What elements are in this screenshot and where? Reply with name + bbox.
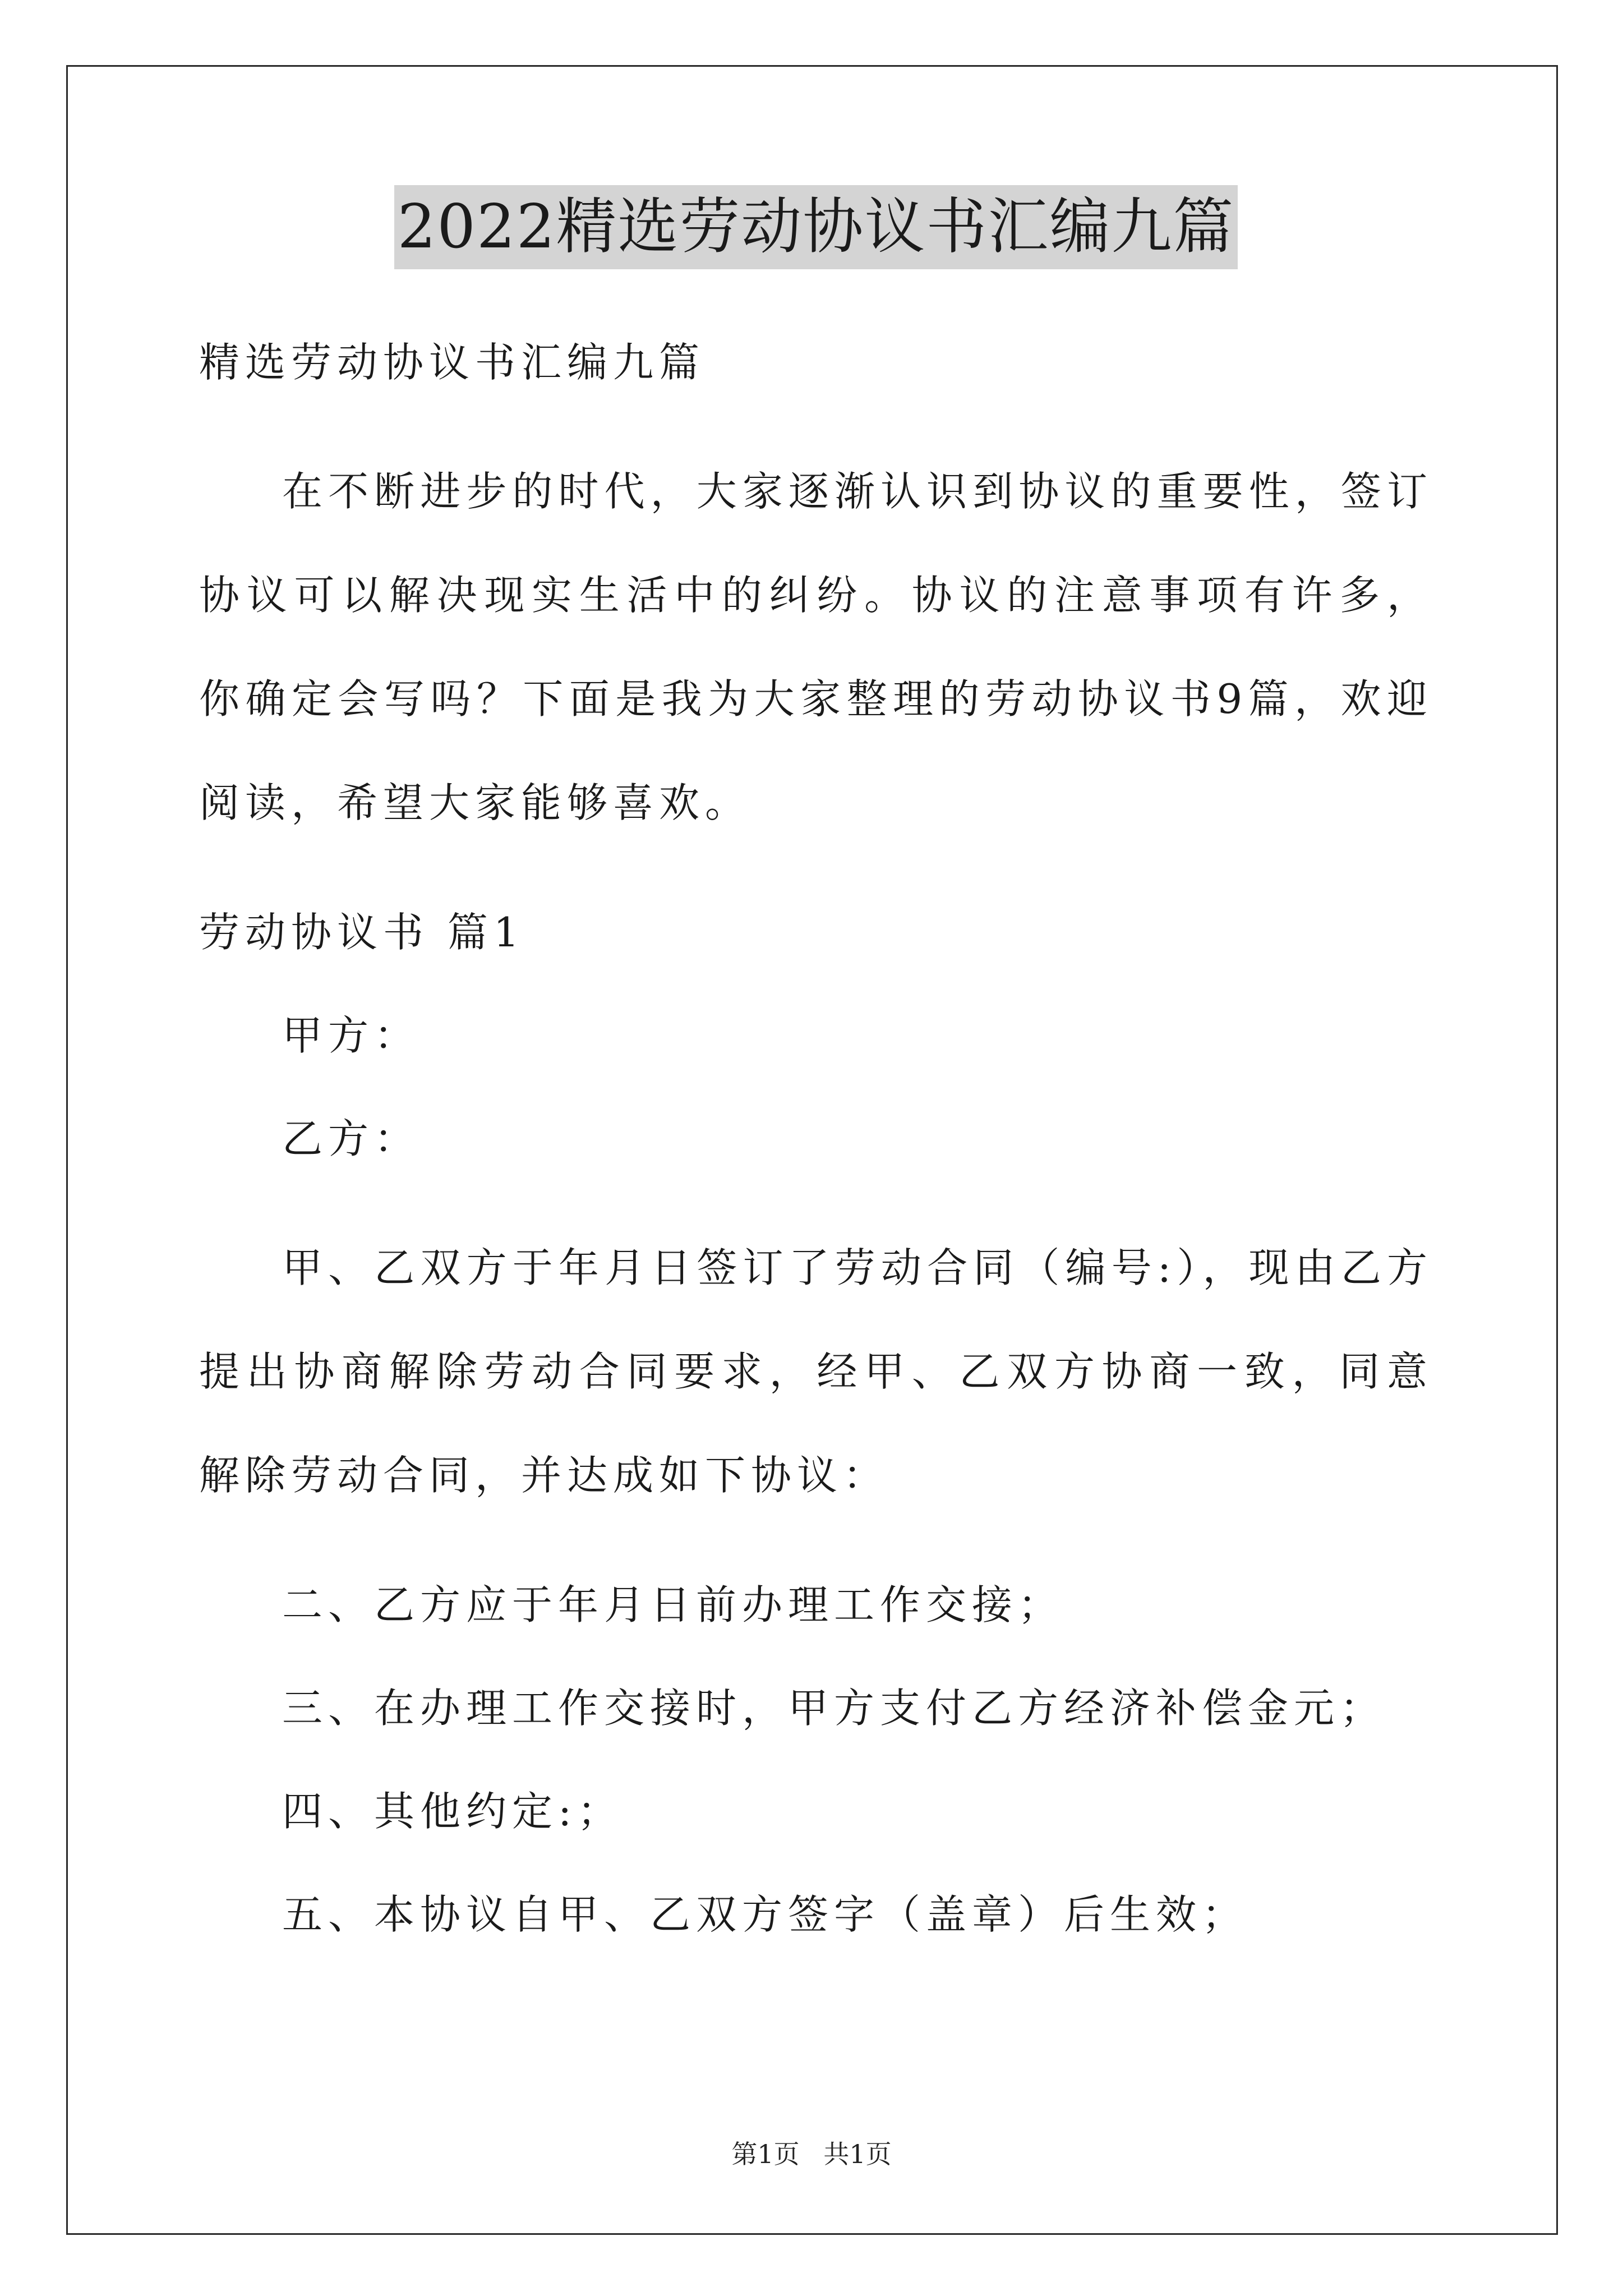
page-number-total: 共1页 [823,2139,892,2169]
clause-item: 五、本协议自甲、乙双方签字（盖章）后生效； [282,1891,1248,1938]
page-number-current: 第1页 [731,2139,800,2169]
clause-item: 四、其他约定:； [282,1788,624,1835]
page-footer [0,2137,1623,2171]
title-block [199,185,1433,269]
party-a-line: 甲方： [282,1012,421,1059]
document-body [199,185,1433,1992]
document-title: 2022精选劳动协议书汇编九篇 [394,185,1238,269]
clause-item: 三、在办理工作交接时，甲方支付乙方经济补偿金元； [282,1685,1386,1732]
party-b-line: 乙方： [282,1115,421,1162]
document-subtitle: 精选劳动协议书汇编九篇 [199,339,706,386]
intro-paragraph: 在不断进步的时代，大家逐渐认识到协议的重要性，签订协议可以解决现实生活中的纠纷。协议的注意事项有许多，你确定会写吗？下面是我为大家整理的劳动协议书9篇，欢迎阅读，希望大家能够喜欢。 [199,468,1433,826]
agreement-intro-paragraph: 甲、乙双方于年月日签订了劳动合同（编号:），现由乙方提出协商解除劳动合同要求，经甲、乙双方协商一致，同意解除劳动合同，并达成如下协议： [199,1244,1433,1499]
section-heading: 劳动协议书 篇1 [199,909,525,956]
clause-item: 二、乙方应于年月日前办理工作交接； [282,1581,1064,1628]
